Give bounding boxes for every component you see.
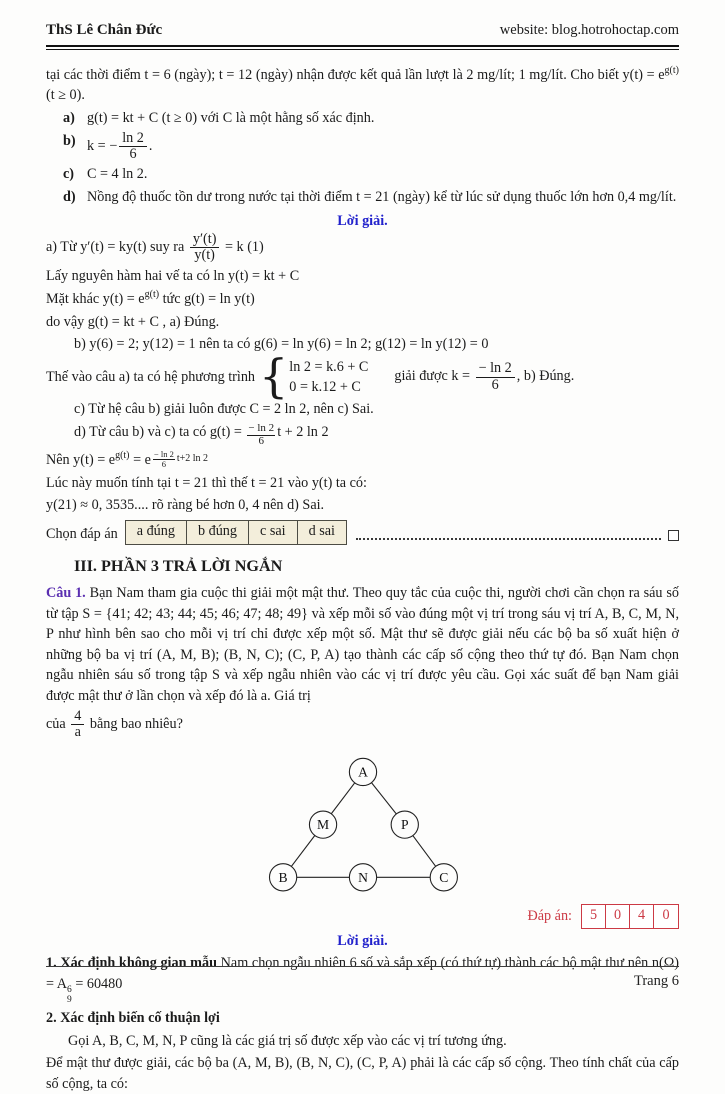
sol1-line-y21: y(21) ≈ 0, 3535.... rõ ràng bé hơn 0, 4 nên d) Sai. (46, 497, 325, 514)
solution-title-1: Lời giải. (337, 213, 388, 230)
node-label-B: B (278, 870, 288, 886)
page-footer (46, 966, 679, 992)
fraction-numerator: − ln 2 (248, 422, 275, 435)
fraction-numerator: 4 (71, 709, 84, 725)
equation-2: 0 = k.12 + C (289, 379, 361, 395)
sol1-line-3 (46, 288, 679, 310)
option-b (63, 131, 679, 163)
sol1-a-pre: a) Từ y′(t) = ky(t) suy ra (46, 239, 188, 256)
sol1-a-post: = k (1) (221, 239, 264, 256)
node-label-M: M (316, 817, 329, 833)
option-a-label: a) (63, 109, 75, 126)
option-b-pre: k = − (87, 137, 118, 154)
problem-text-tail: (t ≥ 0). (46, 87, 85, 104)
fraction-denominator: y(t) (194, 247, 215, 264)
header-rule-bottom (46, 49, 679, 50)
final-answer-row (46, 904, 679, 929)
sol1-line-d (74, 422, 679, 448)
sol2-step2-heading: 2. Xác định biến cố thuận lợi (46, 1009, 220, 1026)
sol2-step1-result: = 60480 (71, 976, 123, 992)
node-label-P: P (400, 817, 409, 833)
node-label-A: A (357, 764, 368, 780)
sol2-step2-heading-line (46, 1008, 679, 1029)
chosen-answer-label: Chọn đáp án (46, 525, 118, 542)
sol1-d-pre: d) Từ câu b) và c) ta có g(t) = (74, 423, 246, 440)
cau1-label: Câu 1. (46, 585, 86, 601)
final-answer-label: Đáp án: (527, 908, 572, 925)
sol1-l3-post: tức g(t) = ln y(t) (159, 291, 255, 308)
sol1-l3-pre: Mặt khác y(t) = e (46, 291, 145, 308)
tiny-fraction-negln2-6 (151, 450, 177, 468)
triangle-graph-svg (263, 752, 463, 900)
sol1-d-post: t + 2 ln 2 (277, 423, 329, 440)
exponent-gt: g(t) (115, 450, 130, 462)
option-b-label: b) (63, 132, 76, 149)
answer-cell-a: a đúng (126, 521, 187, 544)
page-number: Trang 6 (634, 973, 679, 989)
cau1-last-pre: của (46, 715, 70, 732)
answer-digit-4: 0 (662, 907, 670, 924)
solution-title-2: Lời giải. (337, 932, 388, 949)
sol1-line-a (46, 232, 679, 264)
header-rule-top (46, 45, 679, 47)
option-d-text: Nồng độ thuốc tồn dư trong nước tại thời điểm t = 21 (ngày) kể từ lúc sử dụng thuốc lớn hơn 0,4 mg/lít. (87, 188, 677, 205)
fraction-denominator: 6 (491, 376, 499, 393)
fraction-negln2-6 (474, 361, 517, 393)
page-header (46, 20, 679, 42)
chosen-answer-row (46, 520, 679, 545)
exponent-gt: g(t) (664, 64, 679, 76)
fraction-denominator: 6 (161, 458, 166, 469)
fraction-ln2-6 (117, 131, 149, 163)
cau1-last-line (46, 709, 679, 741)
sol1-line-2: Lấy nguyên hàm hai vế ta có ln y(t) = kt + C (46, 267, 300, 284)
cau1-last-post: bằng bao nhiêu? (86, 715, 183, 732)
answer-digit-2: 0 (606, 905, 630, 928)
answer-digit-boxes (581, 904, 679, 929)
option-b-post: . (148, 137, 153, 154)
cau1-text: Bạn Nam tham gia cuộc thi giải một mật thư. Theo quy tắc của cuộc thi, người chơi cần chọn ra sáu số từ tập S = {41; 42; 43; 44; 45; 46; 47; 48; 49} và xếp mỗi số vào đúng một vị trí trong sáu vị trí A, B, C, M, N, P như hình bên sao cho mỗi vị trí chỉ được xếp một số. Mật thư sẽ được giải nếu các bộ ba số xuất hiện ở những bộ ba vị trí (A, M, B); (B, N, C); (C, P, A) tạo thành các cấp số cộng theo thứ tự đó. Bạn Nam chọn ngẫu nhiên sáu số trong tập S và xếp ngẫu nhiên vào các vị trí được yêu cầu. Gọi xác suất để bạn Nam giải được mật thư ở lần chọn và xếp đó là a. Giá trị (46, 585, 680, 704)
option-c-text: C = 4 ln 2. (87, 166, 148, 183)
problem-paragraph (46, 64, 679, 106)
sol2-step2-line1: Gọi A, B, C, M, N, P cũng là các giá trị số được xếp vào các vị trí tương ứng. (68, 1032, 507, 1049)
fraction-denominator: 6 (258, 434, 265, 447)
fraction-numerator: − ln 2 (153, 449, 174, 460)
option-d (63, 187, 679, 208)
sol2-step1-heading: 1. Xác định không gian mẫu (46, 955, 217, 972)
exponent-tail: t+2 ln 2 (176, 452, 209, 464)
answer-cell-c: c sai (249, 521, 298, 544)
nen-pre: Nên y(t) = e (46, 452, 116, 469)
option-d-label: d) (63, 188, 76, 205)
answer-digit-3: 4 (630, 905, 654, 928)
sol1-line-luc: Lúc này muốn tính tại t = 21 thì thế t = 21 vào y(t) ta có: (46, 474, 367, 491)
system-pre-text: Thế vào câu a) ta có hệ phương trình (46, 368, 256, 385)
author-name: ThS Lê Chân Đức (46, 22, 163, 38)
system-mid-text (394, 361, 574, 393)
system-mid: giải được k = (394, 368, 474, 385)
triangle-diagram (46, 752, 679, 900)
section-heading-part3: III. PHẦN 3 TRẢ LỜI NGẮN (74, 556, 283, 575)
exponent-expression (151, 450, 208, 468)
fraction-numerator: − ln 2 (476, 361, 515, 377)
fraction-yprime-y (188, 232, 222, 264)
nen-mid: = e (129, 452, 151, 469)
subscript-9: 9 (67, 994, 72, 1005)
sol1-system-line (46, 349, 679, 404)
superscript-6: 6 (67, 985, 72, 995)
node-label-C: C (438, 870, 448, 886)
system-post: , b) Đúng. (516, 368, 575, 385)
exponent-gt: g(t) (144, 289, 160, 301)
option-b-text (87, 131, 152, 163)
qed-square-icon (668, 530, 679, 541)
node-label-N: N (357, 870, 368, 886)
fraction-4-a (69, 709, 86, 741)
sol1-line-b: b) y(6) = 2; y(12) = 1 nên ta có g(6) = ln y(6) = ln 2; g(12) = ln y(12) = 0 (74, 336, 489, 353)
fraction-denominator: 6 (129, 145, 137, 162)
left-brace: { (259, 349, 289, 404)
answer-digit-1: 5 (582, 905, 606, 928)
option-a-text: g(t) = kt + C (t ≥ 0) với C là một hằng số xác định. (87, 109, 375, 126)
fraction-denominator: a (74, 723, 81, 740)
answer-cell-d: d sai (308, 522, 335, 539)
cau1-paragraph (46, 583, 679, 707)
answer-choice-table (125, 520, 347, 545)
equation-1: ln 2 = k.6 + C (289, 359, 369, 375)
problem-text: tại các thời điểm t = 6 (ngày); t = 12 (ngày) nhận được kết quả lần lượt là 2 mg/lít; 1 mg/lít. Cho biết y(t) = e (46, 66, 665, 83)
sol2-step2-line2: Để mật thư được giải, các bộ ba (A, M, B), (B, N, C), (C, P, A) phải là các cấp số cộng. Theo tính chất của cấp số cộng, ta có: (46, 1055, 679, 1092)
sol1-line-nen (46, 449, 679, 471)
option-c (63, 164, 679, 185)
option-a (63, 108, 679, 129)
sol1-line-4: do vậy g(t) = kt + C , a) Đúng. (46, 313, 220, 330)
website-link: website: blog.hotrohoctap.com (499, 22, 679, 38)
dotted-leader (356, 538, 661, 540)
option-c-label: c) (63, 166, 75, 183)
equation-stack (289, 357, 368, 397)
fraction-numerator: y′(t) (190, 232, 220, 248)
footer-rule (46, 966, 679, 967)
inline-fraction-negln2-6 (245, 423, 277, 447)
diagram-edges (283, 772, 444, 877)
answer-cell-b: b đúng (187, 521, 249, 544)
sol2-step1-text: Nam chọn ngẫu nhiên 6 số và sắp xếp (có thứ tự) thành các bộ mật thư nên n(Ω) = A (46, 955, 679, 992)
sol1-line-c: c) Từ hệ câu b) giải luôn được C = 2 ln 2, nên c) Sai. (74, 401, 374, 417)
fraction-numerator: ln 2 (119, 131, 147, 147)
